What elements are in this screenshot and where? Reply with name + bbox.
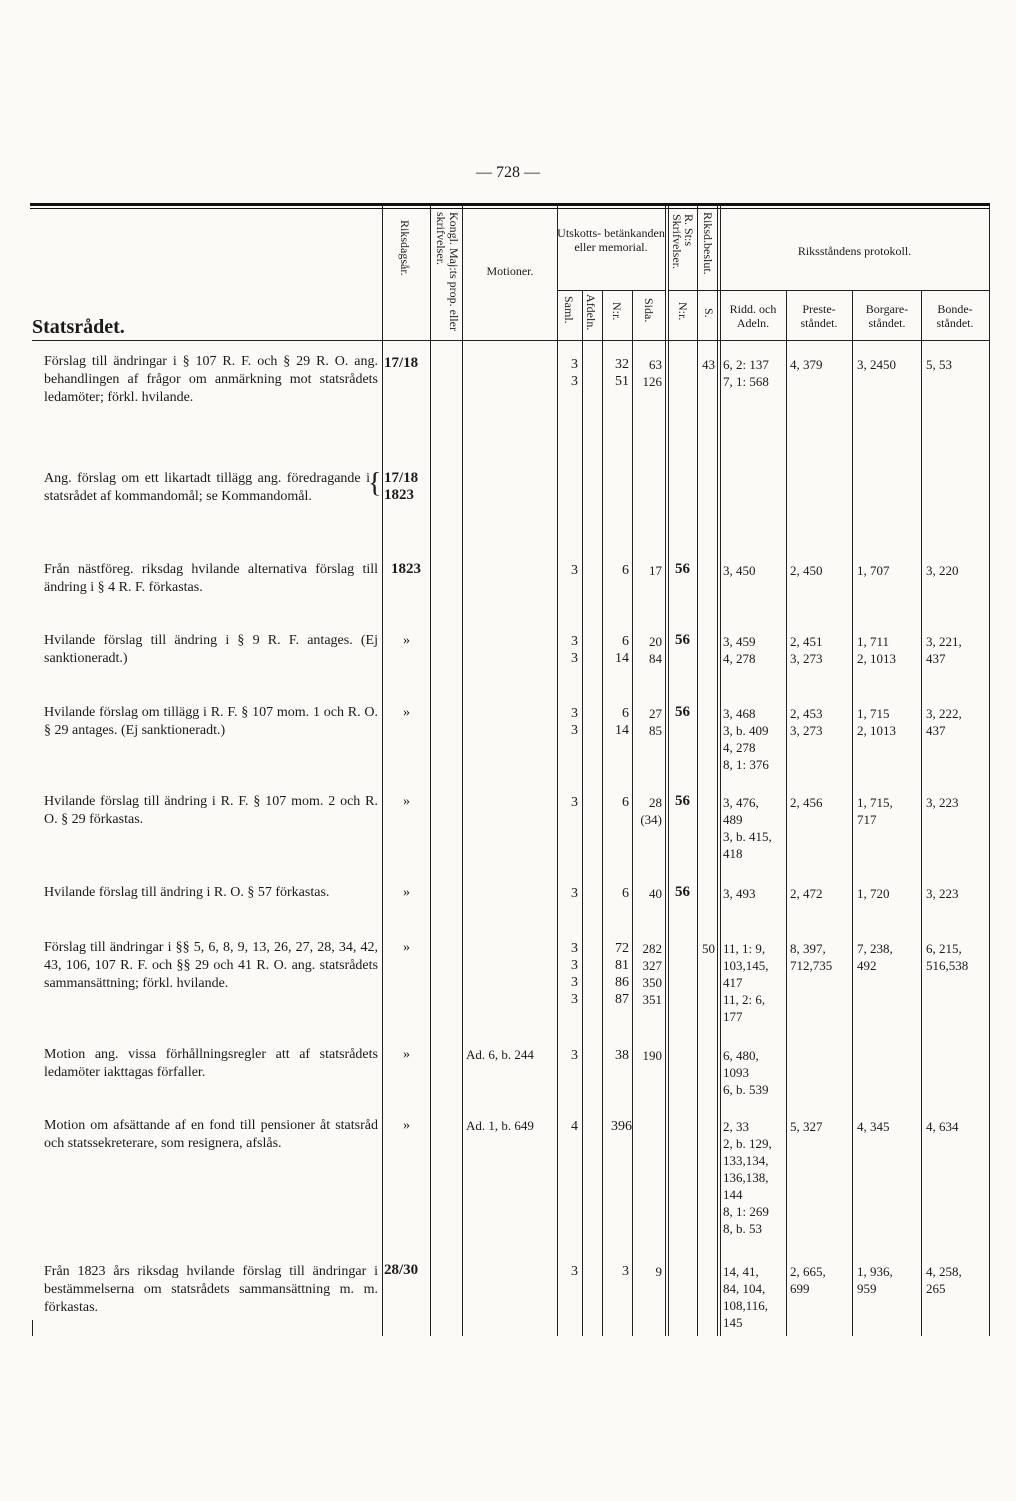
cell-nr: 72 81 86 87 xyxy=(615,941,629,1007)
cell-borgare: 1, 711 2, 1013 xyxy=(857,634,896,666)
row-description: Hvilande förslag om tillägg i R. F. § 107 mom. 1 och R. O. § 29 antages. (Ej sanktioneradt.) xyxy=(44,705,378,738)
col-line xyxy=(582,290,583,1336)
cell-ridd: 3, 493 xyxy=(723,886,756,901)
cell-year: 17/18 xyxy=(384,355,419,371)
cell-saml: 3 3 xyxy=(571,634,578,666)
row-description: Motion ang. vissa förhållningsregler att af statsrådets ledamöter iakttagas förfaller. xyxy=(44,1047,378,1080)
cell-nr: 6 xyxy=(622,563,629,578)
cell-borgare: 3, 2450 xyxy=(857,357,896,372)
header-utskotts: Utskotts- betänkanden eller memorial. xyxy=(557,226,665,254)
cell-beslut-s: 43 xyxy=(702,357,715,372)
cell-borgare: 4, 345 xyxy=(857,1119,890,1134)
cell-year: » xyxy=(403,633,410,648)
cell-year: » xyxy=(403,1118,410,1133)
top-rule-thin xyxy=(30,208,990,209)
col-line xyxy=(602,290,603,1336)
col-line xyxy=(382,206,383,1336)
cell-motion: Ad. 1, b. 649 xyxy=(466,1118,534,1133)
cell-preste: 2, 451 3, 273 xyxy=(790,634,823,666)
cell-sida: 17 xyxy=(649,563,662,578)
header-kongl: Kongl. Maj:ts prop. eller skrifvelser. xyxy=(434,212,461,331)
cell-saml: 3 xyxy=(571,563,578,578)
page-number: — 728 — xyxy=(476,164,540,181)
top-rule-thick xyxy=(30,203,990,206)
cell-saml: 3 3 xyxy=(571,706,578,738)
cell-bonde: 4, 634 xyxy=(926,1119,959,1134)
cell-borgare: 7, 238, 492 xyxy=(857,941,893,973)
header-rsts-skrif: R. St:s Skrifvelser. xyxy=(670,214,696,269)
cell-nr: 6 xyxy=(622,886,629,901)
cell-borgare: 1, 707 xyxy=(857,563,890,578)
col-line xyxy=(717,206,718,1336)
row-description: Hvilande förslag till ändring i R. F. § 107 mom. 2 och R. O. § 29 förkastas. xyxy=(44,794,378,827)
col-line xyxy=(665,206,666,1336)
cell-rsts-nr: 56 xyxy=(675,704,690,720)
cell-bonde: 3, 221, 437 xyxy=(926,634,962,666)
cell-preste: 5, 327 xyxy=(790,1119,823,1134)
header-afdeln: Afdeln. xyxy=(584,294,598,331)
cell-ridd: 2, 33 2, b. 129, 133,134, 136,138, 144 8, 1: 269 8, b. 53 xyxy=(723,1119,772,1236)
cell-preste: 4, 379 xyxy=(790,357,823,372)
cell-bonde: 3, 222, 437 xyxy=(926,706,962,738)
cell-nr: 6 xyxy=(622,795,629,810)
header-riksdagsar: Riksdagsår. xyxy=(398,220,412,276)
cell-rsts-nr: 56 xyxy=(675,793,690,809)
cell-saml: 4 xyxy=(571,1119,578,1134)
cell-nr: 6 14 xyxy=(615,706,629,738)
cell-saml: 3 xyxy=(571,795,578,810)
col-line xyxy=(668,206,669,1336)
row-description: Från 1823 års riksdag hvilande förslag till ändringar i bestämmelserna om statsrådets sammansättning m. m. förkastas. xyxy=(44,1264,378,1315)
row-description: Ang. förslag om ett likartadt tillägg ang. föredragande i statsrådet af kommandomål; se Kommandomål. xyxy=(44,471,370,504)
cell-ridd: 3, 450 xyxy=(723,563,756,578)
cell-preste: 2, 453 3, 273 xyxy=(790,706,823,738)
cell-rsts-nr: 56 xyxy=(675,561,690,577)
col-line xyxy=(32,1320,33,1336)
subheader-rule xyxy=(720,290,989,291)
header-saml: Saml. xyxy=(562,296,576,324)
cell-ridd: 14, 41, 84, 104, 108,116, 145 xyxy=(723,1264,769,1330)
cell-year: 28/30 xyxy=(384,1262,419,1278)
header-nr: N:r. xyxy=(610,302,624,321)
header-riksd-beslut: Riksd.beslut. xyxy=(701,212,715,275)
cell-sida: 27 85 xyxy=(649,706,662,738)
cell-year: 17/18 1823 xyxy=(384,470,419,503)
col-line xyxy=(462,206,463,1336)
cell-ridd: 3, 459 4, 278 xyxy=(723,634,756,666)
cell-year: 1823 xyxy=(391,561,421,577)
cell-preste: 2, 665, 699 xyxy=(790,1264,826,1296)
subheader-rule xyxy=(668,290,720,291)
row-description: Förslag till ändringar i § 107 R. F. och § 29 R. O. ang. behandlingen af frågor om anmärkning mot statsrådets ledamöter; förkl. hvilande. xyxy=(44,354,378,405)
header-sida: Sida. xyxy=(642,298,656,323)
cell-beslut-s: 50 xyxy=(702,941,715,956)
cell-sida: 63 126 xyxy=(642,357,662,389)
row-description: Hvilande förslag till ändring i § 9 R. F. antages. (Ej sanktioneradt.) xyxy=(44,633,378,666)
cell-saml: 3 3 3 3 xyxy=(571,941,578,1007)
cell-sida: 40 xyxy=(649,886,662,901)
cell-sida: 190 xyxy=(642,1048,662,1063)
cell-year: » xyxy=(403,940,410,955)
cell-nr: 6 14 xyxy=(615,634,629,666)
cell-ridd: 3, 468 3, b. 409 4, 278 8, 1: 376 xyxy=(723,706,769,772)
cell-year: » xyxy=(403,1047,410,1062)
cell-preste: 2, 456 xyxy=(790,795,823,810)
header-bottom-rule xyxy=(32,340,989,341)
cell-motion: Ad. 6, b. 244 xyxy=(466,1047,534,1062)
cell-year: » xyxy=(403,705,410,720)
cell-year: » xyxy=(403,885,410,900)
header-motioner: Motioner. xyxy=(486,264,534,278)
cell-borgare: 1, 715, 717 xyxy=(857,795,893,827)
header-bonde: Bonde- ståndet. xyxy=(936,302,974,330)
cell-nr: 32 51 xyxy=(615,357,629,389)
subheader-rule xyxy=(557,290,665,291)
cell-borgare: 1, 715 2, 1013 xyxy=(857,706,896,738)
cell-nr: 3 xyxy=(622,1264,629,1279)
cell-year: » xyxy=(403,794,410,809)
cell-ridd: 11, 1: 9, 103,145, 417 11, 2: 6, 177 xyxy=(723,941,769,1024)
cell-borgare: 1, 936, 959 xyxy=(857,1264,893,1296)
cell-preste: 2, 472 xyxy=(790,886,823,901)
cell-bonde: 3, 220 xyxy=(926,563,959,578)
cell-bonde: 6, 215, 516,538 xyxy=(926,941,969,973)
cell-ridd: 6, 480, 1093 6, b. 539 xyxy=(723,1048,769,1097)
col-line xyxy=(720,206,721,1336)
section-title: Statsrådet. xyxy=(32,316,125,338)
cell-nr: 38 xyxy=(615,1048,629,1063)
col-line xyxy=(921,290,922,1336)
row-description: Från nästföreg. riksdag hvilande alternativa förslag till ändring i § 4 R. F. förkastas. xyxy=(44,562,378,595)
cell-saml: 3 xyxy=(571,1264,578,1279)
header-protokoll: Riksståndens protokoll. xyxy=(797,244,912,258)
cell-sida: 282 327 350 351 xyxy=(642,941,662,1007)
header-borgare: Borgare- ståndet. xyxy=(865,302,909,330)
cell-bonde: 3, 223 xyxy=(926,886,959,901)
header-preste: Preste- ståndet. xyxy=(800,302,838,330)
cell-sida: 20 84 xyxy=(649,634,662,666)
cell-nr: 396 xyxy=(611,1119,632,1134)
cell-rsts-nr: 56 xyxy=(675,884,690,900)
header-ridd: Ridd. och Adeln. xyxy=(729,302,777,330)
cell-saml: 3 3 xyxy=(571,357,578,389)
cell-borgare: 1, 720 xyxy=(857,886,890,901)
cell-saml: 3 xyxy=(571,1048,578,1063)
col-line xyxy=(786,290,787,1336)
col-line xyxy=(697,206,698,1336)
cell-ridd: 3, 476, 489 3, b. 415, 418 xyxy=(723,795,772,861)
brace: { xyxy=(368,468,382,499)
cell-sida: 9 xyxy=(655,1264,662,1279)
row-description: Hvilande förslag till ändring i R. O. § 57 förkastas. xyxy=(44,885,330,900)
col-line xyxy=(989,206,990,1336)
cell-ridd: 6, 2: 137 7, 1: 568 xyxy=(723,357,769,389)
col-line xyxy=(852,290,853,1336)
cell-preste: 8, 397, 712,735 xyxy=(790,941,833,973)
row-description: Motion om afsättande af en fond till pensioner åt statsråd och statssekreterare, som resignera, afslås. xyxy=(44,1118,378,1151)
col-line xyxy=(430,206,431,1336)
cell-bonde: 4, 258, 265 xyxy=(926,1264,962,1296)
header-s: S. xyxy=(702,308,716,318)
cell-rsts-nr: 56 xyxy=(675,632,690,648)
cell-bonde: 3, 223 xyxy=(926,795,959,810)
header-rsts-nr: N:r. xyxy=(676,302,690,321)
cell-sida: 28 (34) xyxy=(640,795,662,827)
cell-bonde: 5, 53 xyxy=(926,357,952,372)
cell-preste: 2, 450 xyxy=(790,563,823,578)
row-description: Förslag till ändringar i §§ 5, 6, 8, 9, 13, 26, 27, 28, 34, 42, 43, 106, 107 R. F. och §§ 29 och 41 R. O. ang. statsrådets sammansättning; förkl. hvilande. xyxy=(44,940,378,991)
cell-saml: 3 xyxy=(571,886,578,901)
